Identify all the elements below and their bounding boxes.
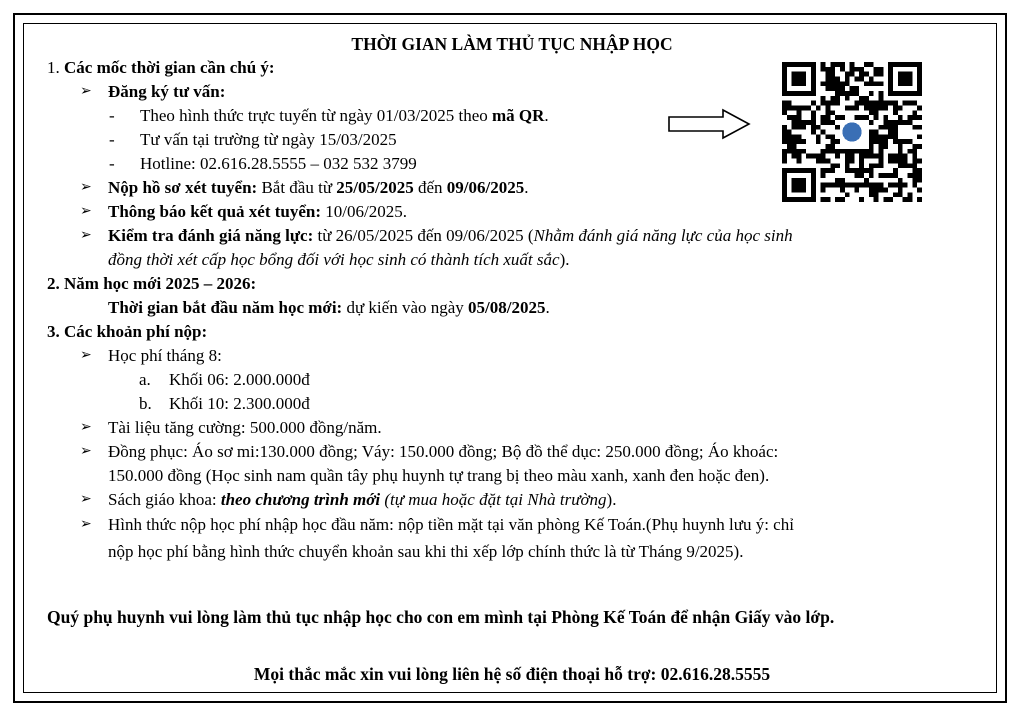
- section-2-heading: 2. Năm học mới 2025 – 2026:: [47, 274, 257, 293]
- arrow-bullet-icon: ➢: [80, 444, 92, 459]
- materials-line: ➢ Tài liệu tăng cường: 500.000 đồng/năm.: [47, 416, 977, 440]
- result-line: ➢ Thông báo kết quả xét tuyển: 10/06/2025.: [47, 200, 977, 224]
- arrow-bullet-icon: ➢: [80, 517, 92, 532]
- exam-line: ➢ Kiểm tra đánh giá năng lực: từ 26/05/2025 đến 09/06/2025 (Nhằm đánh giá năng lực của học sinh: [47, 224, 977, 248]
- school-year-start: Thời gian bắt đầu năm học mới: dự kiến vào ngày 05/08/2025.: [108, 298, 550, 317]
- consult-item-hotline: - Hotline: 02.616.28.5555 – 032 532 3799: [47, 152, 977, 176]
- page-title: THỜI GIAN LÀM THỦ TỤC NHẬP HỌC: [351, 34, 673, 54]
- tuition-heading: ➢ Học phí tháng 8:: [47, 344, 977, 368]
- exam-line-cont: đồng thời xét cấp học bổng đối với học sinh có thành tích xuất sắc).: [108, 250, 570, 269]
- consult-heading: ➢ Đăng ký tư vấn:: [47, 80, 977, 104]
- dash-bullet: -: [109, 154, 115, 173]
- school-logo-icon: [842, 122, 861, 141]
- arrow-bullet-icon: ➢: [80, 348, 92, 363]
- tuition-grade-6: a. Khối 06: 2.000.000đ: [139, 370, 310, 389]
- qr-code-icon[interactable]: [782, 62, 922, 202]
- enrollment-notice: Quý phụ huynh vui lòng làm thủ tục nhập học cho con em mình tại Phòng Kế Toán để nhận Giấy vào lớp.: [47, 607, 835, 627]
- arrow-bullet-icon: ➢: [80, 492, 92, 507]
- section-1-heading: 1. Các mốc thời gian cần chú ý:: [47, 58, 275, 77]
- arrow-bullet-icon: ➢: [80, 84, 92, 99]
- tuition-grade-10: b. Khối 10: 2.300.000đ: [139, 394, 310, 413]
- submit-line: ➢ Nộp hồ sơ xét tuyển: Bắt đầu từ 25/05/2025 đến 09/06/2025.: [47, 176, 977, 200]
- dash-bullet: -: [109, 106, 115, 125]
- arrow-bullet-icon: ➢: [80, 228, 92, 243]
- arrow-bullet-icon: ➢: [80, 204, 92, 219]
- dash-bullet: -: [109, 130, 115, 149]
- consult-item-online: - Theo hình thức trực tuyến từ ngày 01/03/2025 theo mã QR.: [47, 104, 977, 128]
- payment-line-cont: nộp học phí bằng hình thức chuyển khoản sau khi thi xếp lớp chính thức là từ Tháng 9/2025).: [108, 542, 744, 561]
- uniform-line-cont: 150.000 đồng (Học sinh nam quần tây phụ huynh tự trang bị theo màu xanh, xanh đen hoặc đen).: [108, 466, 770, 485]
- uniform-line: ➢ Đồng phục: Áo sơ mi:130.000 đồng; Váy: 150.000 đồng; Bộ đồ thể dục: 250.000 đồng; Áo khoác:: [47, 440, 977, 464]
- arrow-bullet-icon: ➢: [80, 180, 92, 195]
- textbook-line: ➢ Sách giáo khoa: theo chương trình mới (tự mua hoặc đặt tại Nhà trường).: [47, 488, 977, 512]
- section-3-heading: 3. Các khoản phí nộp:: [47, 322, 208, 341]
- payment-line: ➢ Hình thức nộp học phí nhập học đầu năm: nộp tiền mặt tại văn phòng Kế Toán.(Phụ huynh lưu ý: chỉ: [47, 512, 977, 538]
- consult-item-onsite: - Tư vấn tại trường từ ngày 15/03/2025: [47, 128, 977, 152]
- pointer-arrow-icon: [667, 108, 751, 140]
- arrow-bullet-icon: ➢: [80, 420, 92, 435]
- support-contact: Mọi thắc mắc xin vui lòng liên hệ số điện thoại hỗ trợ: 02.616.28.5555: [253, 664, 771, 684]
